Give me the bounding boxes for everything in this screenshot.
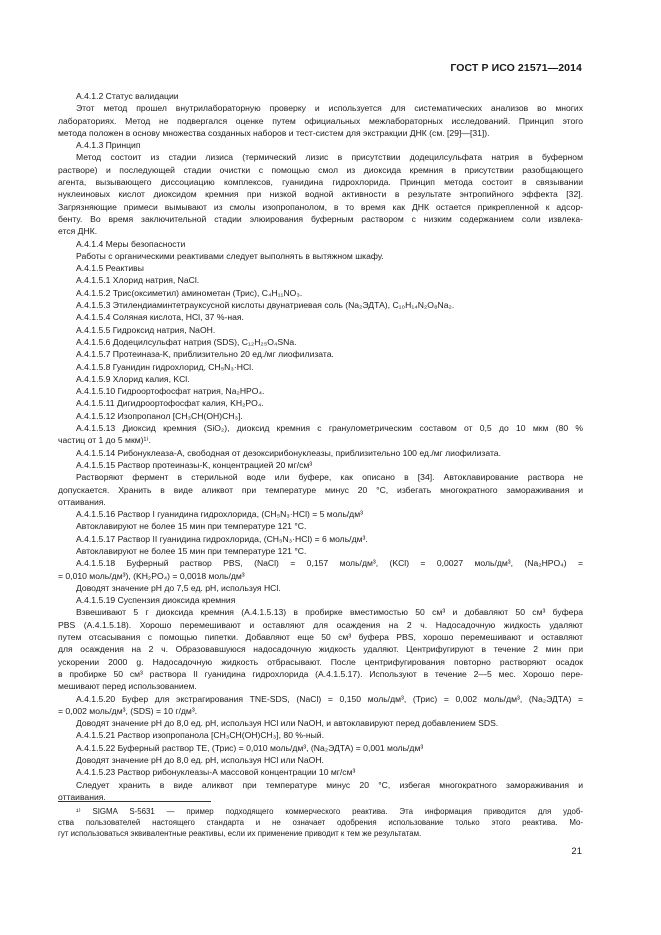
paragraph-line: ется ДНК. — [58, 226, 98, 237]
reagent-item: А.4.1.5.8 Гуанидин гидрохлорид, CH₅N₃·HCl. — [76, 361, 254, 372]
paragraph-line: нуклеиновых кислот диоксидом кремния при низкой водной активности в результате энтропийного эффекта [32]. — [58, 189, 583, 200]
document-body — [58, 90, 583, 803]
reagent-item: А.4.1.5.3 Этилендиаминтетрауксусной кислоты двунатриевая соль (Na₂ЭДТА), C₁₀H₁₄N₂O₈Na₂. — [76, 300, 455, 311]
reagent-item: А.4.1.5.13 Диоксид кремния (SiO₂), диоксид кремния с гранулометрическим составом от 0,5 до 10 мкм (80 % — [76, 423, 583, 434]
paragraph-line: бенту. Во время заключительной стадии элюирования буферным раствором с низким содержанием соли извлека- — [58, 213, 583, 224]
reagent-item: А.4.1.5.18 Буферный раствор PBS, (NaCl) = 0,157 моль/дм³, (KCl) = 0,0027 моль/дм³, (Na₂HPO₄) = — [76, 558, 583, 569]
reagent-item: А.4.1.5.6 Додецилсульфат натрия (SDS), C₁₂H₂₅O₄SNa. — [76, 336, 297, 347]
paragraph-line: оттаивания. — [58, 496, 106, 507]
reagent-item: частиц от 1 до 5 мкм)¹⁾. — [58, 435, 151, 446]
paragraph-line: оттаивания. — [58, 791, 106, 802]
paragraph-line: Доводят значение pH до 8,0 ед. pH, используя HCl или NaOH. — [76, 755, 324, 766]
reagent-item: А.4.1.5.14 Рибонуклеаза-А, свободная от дезоксирибонуклеазы, приблизительно 100 ед./мг лиофилизата. — [76, 447, 501, 458]
paragraph-line: лабораториях. Метод не подвергался оценке путем официальных межлабораторных исследований. Принцип этого — [58, 115, 583, 126]
reagent-item: А.4.1.5.10 Гидроортофосфат натрия, Na₂HPO₄. — [76, 386, 265, 397]
paragraph-line: мешивают перед использованием. — [58, 681, 197, 692]
paragraph-line: Растворяют фермент в стерильной воде или буфере, как описано в [34]. Автоклавирование раствора не — [76, 472, 583, 483]
paragraph-line: ускорении 2000 g. Надосадочную жидкость отбрасывают. После центрифугирования повторно растворяют осадок — [58, 656, 583, 667]
reagent-item: А.4.1.5.9 Хлорид калия, KCl. — [76, 373, 190, 384]
footnote — [58, 806, 583, 840]
reagent-item: А.4.1.5.22 Буферный раствор TE, (Трис) = 0,010 моль/дм³, (Na₂ЭДТА) = 0,001 моль/дм³ — [76, 742, 424, 753]
reagent-item: А.4.1.5.4 Соляная кислота, HCl, 37 %-ная. — [76, 312, 244, 323]
paragraph-line: Доводят значение pH до 7,5 ед. pH, используя HCl. — [76, 582, 281, 593]
reagent-item: А.4.1.5.11 Дигидроортофосфат калия, KH₂PO₄. — [76, 398, 264, 409]
reagent-item: А.4.1.5.15 Раствор протеиназы-K, концентрацией 20 мг/см³ — [76, 459, 313, 470]
page-number: 21 — [571, 846, 582, 857]
paragraph-line: Автоклавируют не более 15 мин при температуре 121 °С. — [76, 545, 307, 556]
paragraph-line: путем отсасывания с помощью пипетки. Добавляют еще 50 см³ буфера PBS, хорошо перемешивают и оставляют — [58, 632, 583, 643]
paragraph-line: Загрязняющие примеси вымывают из смолы изопропанолом, в то время как ДНК остается прикрепленной к адсор- — [58, 201, 583, 212]
paragraph-line: растворе) и последующей стадии очистки с помощью смол из диоксида кремния в присутствии разобщающего — [58, 164, 583, 175]
reagent-item: А.4.1.5.23 Раствор рибонуклеазы-А массовой концентрации 10 мг/см³ — [76, 767, 356, 778]
paragraph-line: для осаждения на 2 ч. Образовавшуюся надосадочную жидкость удаляют. Центрифугируют в течение 2 мин при — [58, 644, 583, 655]
paragraph-line: = 0,002 моль/дм³, (SDS) = 10 г/дм³. — [58, 705, 198, 716]
reagent-item: А.4.1.5.21 Раствор изопропанола [CH₃CH(OH)CH₃], 80 %-ный. — [76, 730, 324, 741]
paragraph-line: Метод состоит из стадии лизиса (термический лизис в присутствии додецилсульфата натрия в буферном — [76, 152, 583, 163]
paragraph-line: метода положен в основу множества созданных наборов и тест-систем для экстракции ДНК (см. [29]—[31]). — [58, 127, 490, 138]
reagent-item: А.4.1.5.1 Хлорид натрия, NaCl. — [76, 275, 200, 286]
subsection-heading: А.4.1.4 Меры безопасности — [76, 238, 186, 249]
paragraph-line: Работы с органическими реактивами следует выполнять в вытяжном шкафу. — [76, 250, 384, 261]
footnote-line: ¹⁾ SIGMA S-5631 — пример подходящего коммерческого реактива. Эта информация приводится для удоб- — [76, 807, 583, 816]
paragraph-line: Автоклавируют не более 15 мин при температуре 121 °С. — [76, 521, 307, 532]
subsection-heading: А.4.1.2 Статус валидации — [76, 91, 179, 101]
footnote-line: ства пользователей настоящего стандарта и не означает одобрения использование только этого реактива. Мо- — [58, 818, 583, 828]
reagent-item: А.4.1.5.16 Раствор I гуанидина гидрохлорида, (CH₅N₃·HCl) = 5 моль/дм³ — [76, 509, 363, 520]
subsection-heading: А.4.1.5 Реактивы — [76, 263, 144, 274]
paragraph-line: Следует хранить в виде аликвот при температуре минус 20 °С, избегая многократного замораживания и — [76, 779, 583, 790]
reagent-item: А.4.1.5.17 Раствор II гуанидина гидрохлорида, (CH₅N₃·HCl) = 6 моль/дм³. — [76, 533, 368, 544]
paragraph-line: Взвешивают 5 г диоксида кремния (А.4.1.5.13) в пробирке вместимостью 50 см³ и добавляют 50 см³ буфера — [76, 607, 583, 618]
paragraph-line: допускается. Хранить в виде аликвот при температуре минус 20 °С, избегать многократного замораживания и — [58, 484, 583, 495]
reagent-item: А.4.1.5.7 Протеиназа-K, приблизительно 20 ед./мг лиофилизата. — [76, 349, 334, 360]
paragraph-line: Этот метод прошел внутрилабораторную проверку и используется для систематических анализов во многих — [76, 103, 583, 114]
paragraph-line: в пробирке 50 см³ раствора II гуанидина гидрохлорида (А.4.1.5.17). Используют в течение 2—5 мес. Хорошо пере- — [58, 668, 583, 679]
paragraph-line: = 0,010 моль/дм³), (KH₂PO₄) = 0,0018 моль/дм³ — [58, 570, 245, 581]
subsection-heading: А.4.1.3 Принцип — [76, 140, 141, 151]
standard-header: ГОСТ Р ИСО 21571—2014 — [450, 62, 582, 74]
footnote-line: гут использоваться эквивалентные реактивы, если их применение приводит к тем же результатам. — [58, 829, 422, 839]
paragraph-line: агента, вызывающего диссоциацию комплексов, гуанидина гидрохлорида. Принцип метода состоит в связывании — [58, 177, 583, 188]
reagent-item: А.4.1.5.5 Гидроксид натрия, NaOH. — [76, 324, 216, 335]
reagent-item: А.4.1.5.2 Трис(оксиметил) аминометан (Трис), C₄H₁₁NO₃. — [76, 287, 303, 298]
paragraph-line: Доводят значение pH до 8,0 ед. pH, используя HCl или NaOH, и автоклавируют перед добавлением SDS. — [76, 718, 499, 729]
footnote-divider — [58, 801, 211, 802]
paragraph-line: PBS (А.4.1.5.18). Хорошо перемешивают и оставляют для осаждения на 2 ч. Надосадочную жидкость удаляют — [58, 619, 583, 630]
reagent-item: А.4.1.5.19 Суспензия диоксида кремния — [76, 595, 236, 606]
reagent-item: А.4.1.5.12 Изопропанол [CH₃CH(OH)CH₃]. — [76, 410, 243, 421]
reagent-item: А.4.1.5.20 Буфер для экстрагирования TNE-SDS, (NaCl) = 0,150 моль/дм³, (Трис) = 0,002 моль/дм³, (Na₂ЭДТА) = — [76, 693, 583, 704]
